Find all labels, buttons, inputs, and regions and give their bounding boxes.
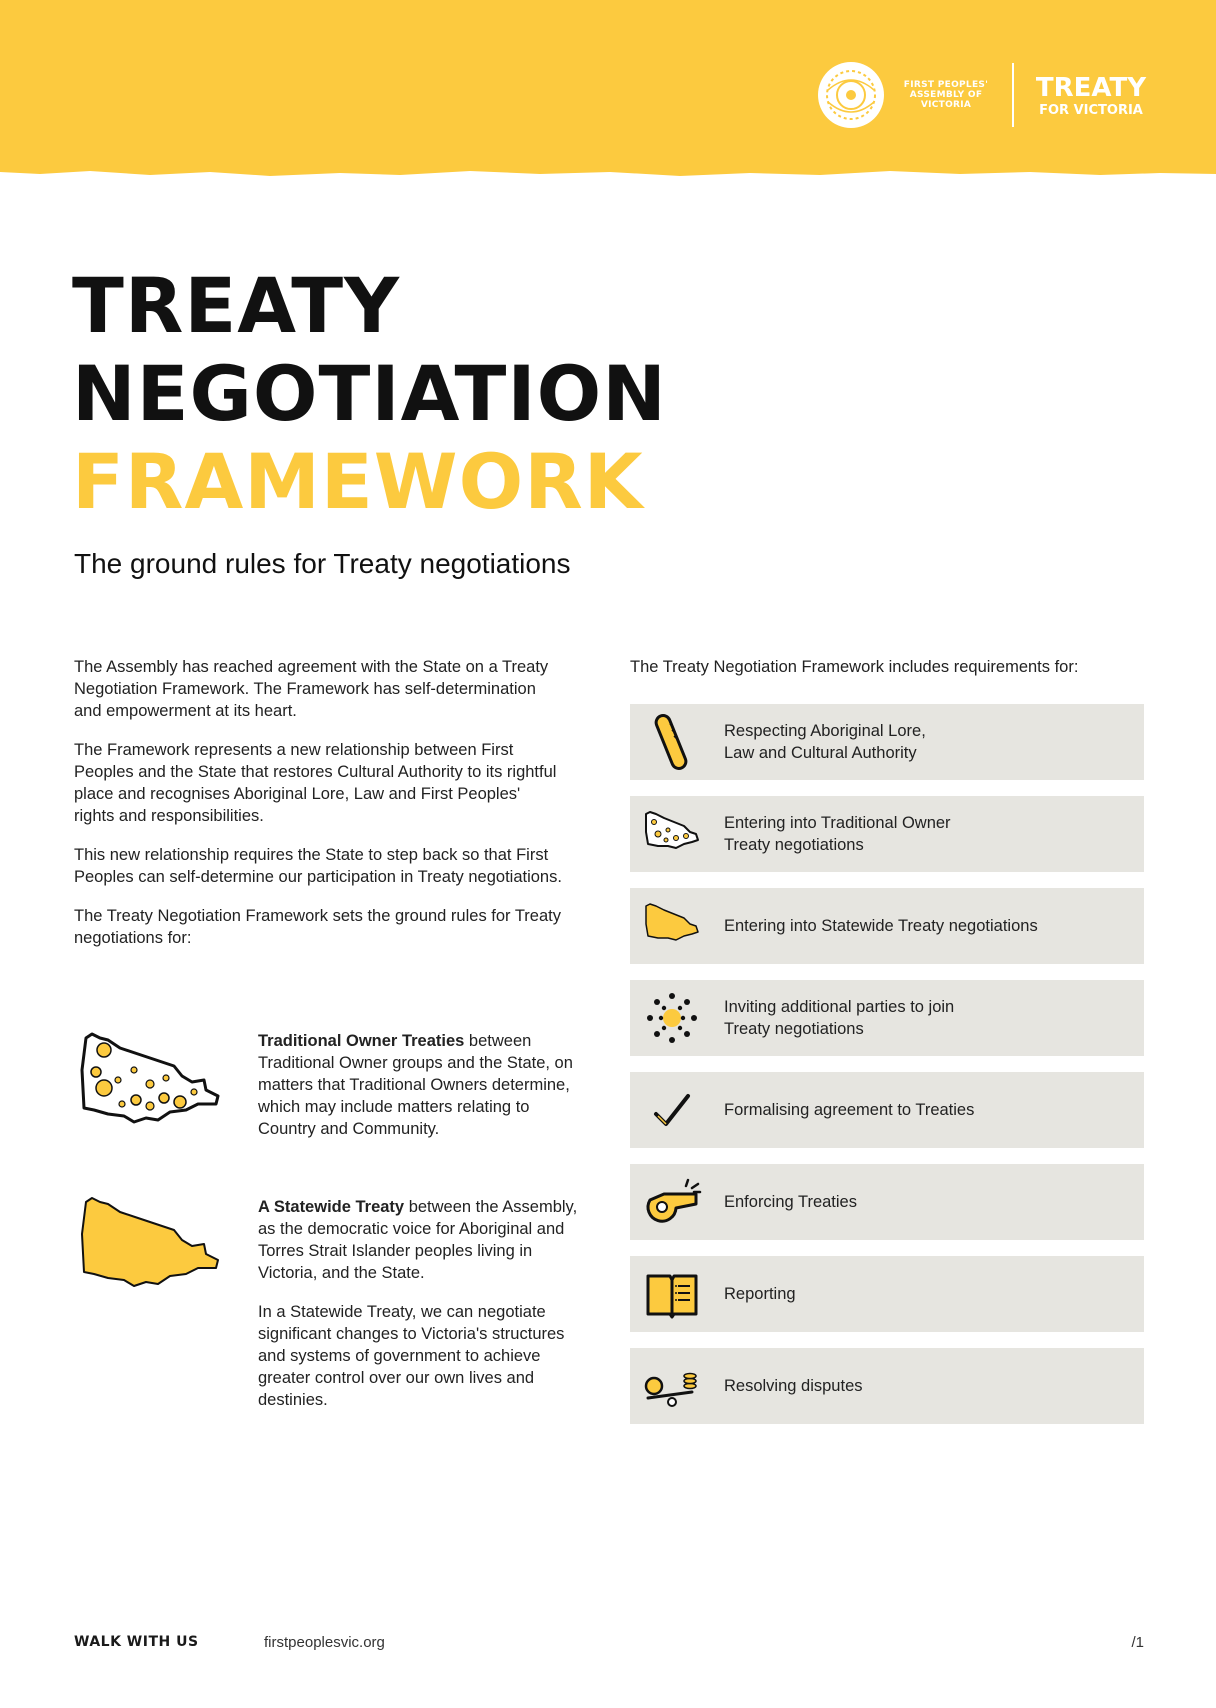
footer-tagline: WALK WITH US (74, 1634, 199, 1650)
requirement-card (630, 1348, 1144, 1424)
title-line-framework: FRAMEWORK (72, 437, 644, 526)
intro-paragraph: The Framework represents a new relationship between First Peoples and the State that restores Cultural Authority to its rightful place and recognises Aboriginal Lore, Law and First Peoples' rights and responsibilities. (74, 741, 557, 825)
requirements-intro: The Treaty Negotiation Framework includes requirements for: (630, 658, 1079, 676)
requirement-card (630, 1164, 1144, 1240)
statewide-treaty-para (258, 1196, 578, 1284)
header-banner (0, 0, 1216, 190)
requirement-card (630, 1256, 1144, 1332)
page-number: /1 (1131, 1634, 1144, 1651)
logo-divider (1012, 63, 1014, 127)
victoria-map-dots-icon (78, 1030, 223, 1140)
victoria-map-filled-icon (640, 894, 704, 958)
victoria-map-dots-icon (640, 802, 704, 866)
page-title (72, 262, 667, 526)
requirement-label: Formalising agreement to Treaties (724, 1101, 975, 1119)
svg-text:FOR VICTORIA: FOR VICTORIA (1039, 103, 1143, 118)
title-line-negotiation: NEGOTIATION (72, 349, 667, 438)
treaty-for-victoria-logo (1032, 70, 1150, 120)
traditional-owner-treaties-text (258, 1030, 578, 1140)
requirement-card (630, 980, 1144, 1056)
header-logos (816, 60, 1150, 130)
requirement-card (630, 704, 1144, 780)
statewide-treaty-text (258, 1196, 578, 1428)
traditional-owner-treaties-desc: between Traditional Owner groups and the State, on matters that Traditional Owners determine, which may include matters relating to Country and Community. (258, 1032, 573, 1138)
title-line-treaty: TREATY (72, 261, 401, 350)
requirement-label: Entering into Traditional Owner Treaty negotiations (724, 814, 951, 854)
victoria-map-filled-icon (78, 1196, 223, 1306)
requirement-card (630, 888, 1144, 964)
requirement-label: Inviting additional parties to join Treaty negotiations (724, 998, 955, 1038)
requirement-card (630, 1072, 1144, 1148)
left-column (74, 656, 564, 966)
balance-icon (640, 1354, 704, 1418)
requirement-label: Respecting Aboriginal Lore, Law and Cultural Authority (724, 722, 926, 762)
dot-circle-icon (640, 986, 704, 1050)
page-subtitle: The ground rules for Treaty negotiations (74, 548, 571, 579)
requirement-label: Enforcing Treaties (724, 1193, 857, 1211)
svg-text:TREATY: TREATY (1035, 73, 1147, 103)
open-book-icon (640, 1262, 704, 1326)
assembly-logo-text: FIRST PEOPLES' ASSEMBLY OF VICTORIA (903, 80, 989, 110)
traditional-owner-treaties-heading: Traditional Owner Treaties (258, 1032, 465, 1050)
clapstick-icon (640, 710, 704, 774)
statewide-treaty-extra: In a Statewide Treaty, we can negotiate significant changes to Victoria's structures and systems of government to achieve greater control over our own lives and destinies. (258, 1303, 565, 1409)
requirement-card (630, 796, 1144, 872)
requirement-label: Entering into Statewide Treaty negotiations (724, 917, 1038, 935)
assembly-seal-icon (816, 60, 886, 130)
requirement-label: Reporting (724, 1285, 796, 1303)
checkmark-icon (640, 1078, 704, 1142)
statewide-treaty-heading: A Statewide Treaty (258, 1198, 405, 1216)
statewide-treaty-desc: between the Assembly, as the democratic voice for Aboriginal and Torres Strait Islander peoples living in Victoria, and the State. (258, 1198, 578, 1282)
intro-paragraph: The Treaty Negotiation Framework sets the ground rules for Treaty negotiations for: (74, 907, 561, 947)
intro-paragraph: This new relationship requires the State to step back so that First Peoples can self-determine our participation in Treaty negotiations. (74, 846, 562, 886)
intro-paragraph: The Assembly has reached agreement with the State on a Treaty Negotiation Framework. The Framework has self-determination and empowerment at its heart. (74, 658, 549, 720)
whistle-icon (640, 1170, 704, 1234)
right-column (630, 656, 1144, 1440)
footer-website-link[interactable]: firstpeoplesvic.org (264, 1634, 385, 1651)
requirement-label: Resolving disputes (724, 1377, 863, 1395)
banner-rough-edge (0, 168, 1216, 190)
